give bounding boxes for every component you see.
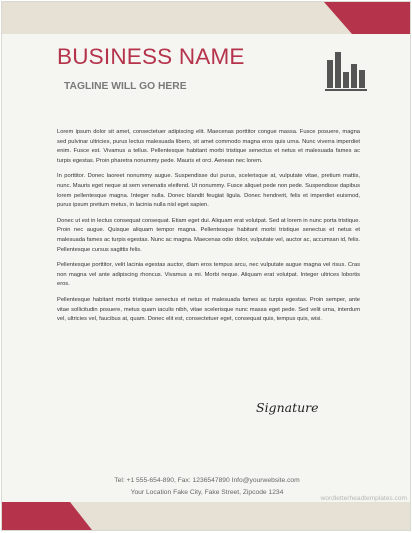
- address-line: Your Location Fake City, Fake Street, Zipcode 1234: [130, 489, 284, 496]
- body-paragraph: Lorem ipsum dolor sit amet, consectetuer adipiscing elit. Maecenas porttitor congue massa. Fusce posuere, magna sed pulvinar ultricies, purus lectus malesuada libero, sit amet commodo magna eros quis urna. Nunc viverra imperdiet enim. Fusce est. Vivamus a tellus. Pellentesque habitant morbi tristique senectus et netus et malesuada fames ac turpis egestas. Proin pharetra nonummy pede. Mauris et orci. Aenean nec lorem.: [57, 129, 360, 164]
- body-paragraph: Pellentesque porttitor, velit lacinia egestas auctor, diam eros tempus arcu, nec vulputate augue magna vel risus. Cras non magna vel ante adipiscing rhoncus. Vivamus a mi. Morbi neque. Aliquam erat volutpat. Integer ultrices lobortis eros.: [57, 262, 360, 288]
- body-paragraph: In porttitor. Donec laoreet nonummy augue. Suspendisse dui purus, scelerisque at, vulputate vitae, pretium mattis, nunc. Mauris eget neque at sem venenatis eleifend. Ut nonummy. Fusce aliquet pede non pede. Suspendisse dapibus lorem pellentesque magna. Integer nulla. Donec blandit feugiat ligula. Donec hendrerit, felis et imperdiet euismod, purus ipsum pretium metus, in lacinia nulla nisl eget sapien.: [57, 173, 360, 209]
- contact-line: Tel: +1 555-654-890, Fax: 1236547890 Info@yourwebsite.com: [114, 477, 300, 484]
- letter-body: [57, 128, 360, 331]
- body-paragraph: Donec ut est in lectus consequat consequat. Etiam eget dui. Aliquam erat volutpat. Sed at lorem in nunc porta tristique. Proin nec augue. Quisque aliquam tempor magna. Pellentesque habitant morbi tristique senectus et netus et malesuada fames ac turpis egestas. Nunc ac magna. Maecenas odio dolor, vulputate vel, auctor ac, accumsan id, felis. Pellentesque cursus sagittis felis.: [57, 217, 360, 253]
- business-name: BUSINESS NAME: [57, 44, 245, 69]
- body-paragraph: Pellentesque habitant morbi tristique senectus et netus et malesuada fames ac turpis egestas. Proin semper, ante vitae sollicitudin posuere, metus quam iaculis nibh, vitae scelerisque nunc massa eget pede. Sed velit urna, interdum vel, ultricies vel, faucibus at, quam. Donec elit est, consectetuer eget, consequat quis, tempus quis, wisi.: [57, 296, 360, 323]
- watermark: wordletterheadtemplates.com: [320, 495, 407, 502]
- letterhead-page: [1, 1, 411, 531]
- bottom-decorative-band: [2, 486, 411, 530]
- bar-chart-logo-icon: [325, 50, 367, 92]
- tagline: TAGLINE WILL GO HERE: [64, 81, 187, 92]
- top-decorative-band: [2, 2, 411, 34]
- signature: Signature: [256, 400, 319, 415]
